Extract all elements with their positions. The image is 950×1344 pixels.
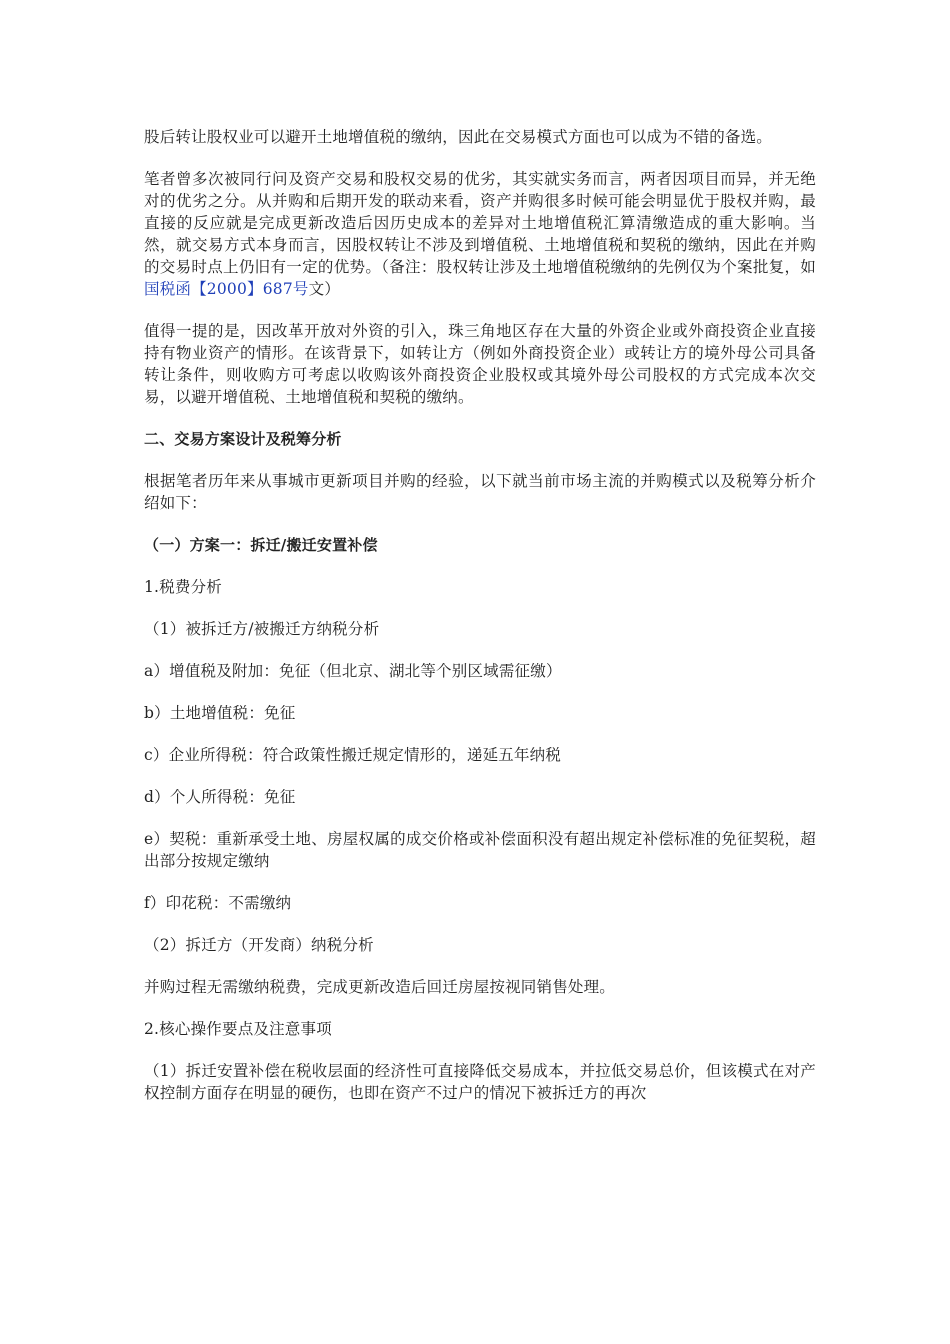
item-stamp-duty: f）印花税：不需缴纳 — [144, 894, 292, 912]
item-corporate-income-tax: c）企业所得税：符合政策性搬迁规定情形的，递延五年纳税 — [144, 746, 562, 764]
item-vat: a）增值税及附加：免征（但北京、湖北等个别区域需征缴） — [144, 662, 562, 680]
paragraph-asset-vs-equity-tail: 文） — [308, 280, 341, 298]
document-body — [144, 126, 816, 1124]
section-heading-2: 二、交易方案设计及税筹分析 — [144, 430, 342, 448]
paragraph-developer-tax: 并购过程无需缴纳税费，完成更新改造后回迁房屋按视同销售处理。 — [144, 978, 616, 996]
paragraph-section-intro: 根据笔者历年来从事城市更新项目并购的经验，以下就当前市场主流的并购模式以及税筹分析介绍如下： — [144, 472, 816, 512]
paragraph-foreign-investment: 值得一提的是，因改革开放对外资的引入，珠三角地区存在大量的外资企业或外商投资企业直接持有物业资产的情形。在该背景下，如转让方（例如外商投资企业）或转让方的境外母公司具备转让条件，则收购方可考虑以收购该外商投资企业股权或其境外母公司股权的方式完成本次交易，以避开增值税、土地增值税和契税的缴纳。 — [144, 322, 816, 406]
item-relocated-party-tax: （1）被拆迁方/被搬迁方纳税分析 — [144, 620, 380, 638]
item-key-points: 2.核心操作要点及注意事项 — [144, 1020, 332, 1038]
subsection-heading-plan-1: （一）方案一：拆迁/搬迁安置补偿 — [144, 536, 378, 554]
paragraph-key-point-1: （1）拆迁安置补偿在税收层面的经济性可直接降低交易成本，并拉低交易总价，但该模式在对产权控制方面存在明显的硬伤，也即在资产不过户的情况下被拆迁方的再次 — [144, 1062, 816, 1102]
tax-circular-link[interactable]: 国税函【2000】687号 — [144, 280, 309, 298]
item-personal-income-tax: d）个人所得税：免征 — [144, 788, 296, 806]
item-developer-tax: （2）拆迁方（开发商）纳税分析 — [144, 936, 374, 954]
item-deed-tax: e）契税：重新承受土地、房屋权属的成交价格或补偿面积没有超出规定补偿标准的免征契税，超出部分按规定缴纳 — [144, 830, 816, 870]
paragraph-asset-vs-equity — [144, 168, 816, 300]
paragraph-asset-vs-equity-text: 笔者曾多次被同行问及资产交易和股权交易的优劣，其实就实务而言，两者因项目而异，并无绝对的优劣之分。从并购和后期开发的联动来看，资产并购很多时候可能会明显优于股权并购，最直接的反应就是完成更新改造后因历史成本的差异对土地增值税汇算清缴造成的重大影响。当然，就交易方式本身而言，因股权转让不涉及到增值税、土地增值税和契税的缴纳，因此在并购的交易时点上仍旧有一定的优势。（备注：股权转让涉及土地增值税缴纳的先例仅为个案批复，如 — [144, 170, 816, 276]
item-tax-analysis: 1.税费分析 — [144, 578, 222, 596]
paragraph-intro-continuation: 股后转让股权业可以避开土地增值税的缴纳，因此在交易模式方面也可以成为不错的备选。 — [144, 128, 773, 146]
item-land-vat: b）土地增值税：免征 — [144, 704, 296, 722]
